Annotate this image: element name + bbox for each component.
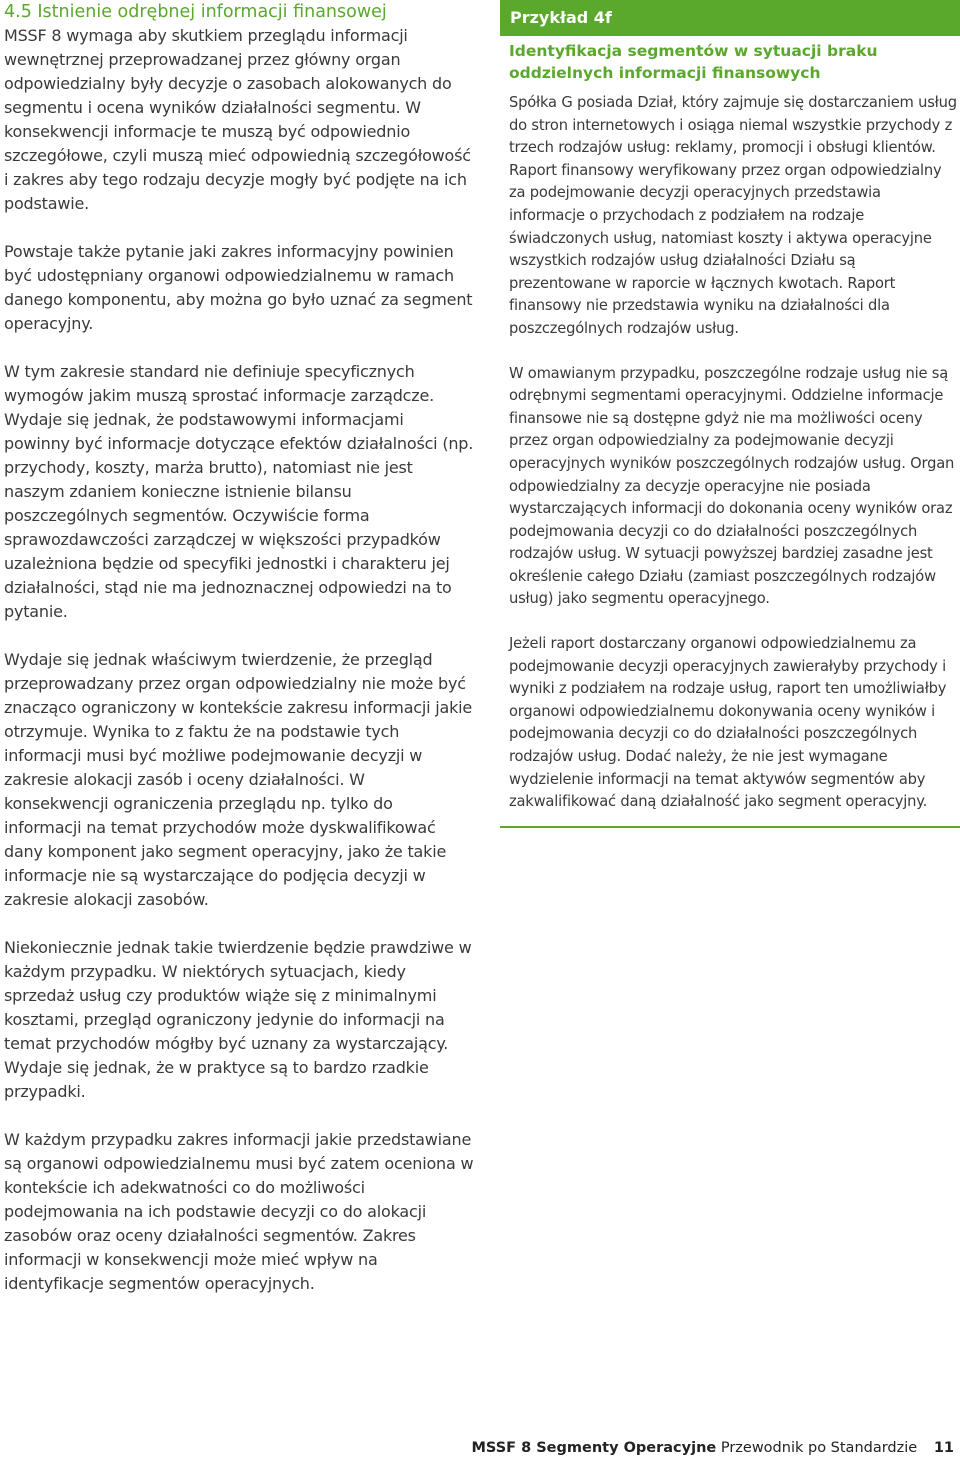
footer-subtitle: Przewodnik po Standardzie — [720, 1440, 918, 1456]
example-bottom-rule — [500, 826, 960, 828]
example-paragraph: W omawianym przypadku, poszczególne rodzaje usług nie są odrębnymi segmentami operacyjnymi. Oddzielne informacje finansowe nie są dostępne gdyż nie ma możliwości oceny przez organ odpowiedzialny za podejmowanie decyzji operacyjnych wyników poszczególnych rodzajów usług. Organ odpowiedzialny za decyzje operacyjne nie posiada wystarczających informacji do dokonania oceny wyników oraz podejmowania decyzji co do działalności poszczególnych rodzajów usług. W sytuacji powyższej bardziej zasadne jest określenie całego Działu (zamiast poszczególnych rodzajów usług) jako segmentu operacyjnego. — [509, 364, 955, 608]
footer-title: MSSF 8 Segmenty Operacyjne — [471, 1440, 717, 1456]
example-paragraph: Jeżeli raport dostarczany organowi odpowiedzialnemu za podejmowanie decyzji operacyjnych zawierałyby przychody i wyniki z podziałem na rodzaje usług, raport ten umożliwiałby organowi odpowiedzialnemu dokonywania oceny wyników i podejmowania decyzji co do działalności poszczególnych rodzajów usług. Dodać należy, że nie jest wymagane wydzielenie informacji na temat aktywów segmentów aby zakwalifikować daną działalność jako segment operacyjny. — [509, 635, 947, 811]
example-subtitle: Identyfikacja segmentów w sytuacji braku oddzielnych informacji finansowych — [509, 42, 878, 82]
paragraph: W każdym przypadku zakres informacji jakie przedstawiane są organowi odpowiedzialnemu musi być zatem oceniona w kontekście ich adekwatności co do możliwości podejmowania na ich podstawie decyzji co do alokacji zasobów oraz oceny działalności segmentów. Zakres informacji w konsekwencji może mieć wpływ na identyfikacje segmentów operacyjnych. — [4, 1130, 474, 1293]
main-column — [4, 0, 474, 1320]
example-paragraph: Spółka G posiada Dział, który zajmuje się dostarczaniem usług do stron internetowych i osiąga niemal wszystkie przychody z trzech rodzajów usług: reklamy, promocji i obsługi klientów. Raport finansowy weryfikowany przez organ odpowiedzialny za podejmowanie decyzji operacyjnych przedstawia informacje o przychodach z podziałem na rodzaje świadczonych usług, natomiast koszty i aktywa operacyjne wszystkich rodzajów usług działalności Działu są prezentowane w raporcie w łącznych kwotach. Raport finansowy nie przedstawia wyniku na działalności dla poszczególnych rodzajów usług. — [509, 94, 957, 337]
page-number: 11 — [933, 1440, 954, 1456]
example-box — [500, 0, 960, 828]
section-heading: 4.5 Istnienie odrębnej informacji finansowej — [4, 2, 387, 22]
paragraph: Powstaje także pytanie jaki zakres informacyjny powinien być udostępniany organowi odpowiedzialnemu w ramach danego komponentu, aby można go było uznać za segment operacyjny. — [4, 242, 473, 333]
example-title: Przykład 4f — [500, 0, 960, 36]
paragraph: Wydaje się jednak właściwym twierdzenie, że przegląd przeprowadzany przez organ odpowiedzialny nie może być znacząco ograniczony w kontekście zakresu informacji jakie otrzymuje. Wynika to z faktu że na podstawie tych informacji musi być możliwe podejmowanie decyzji w zakresie alokacji zasób i oceny działalności. W konsekwencji ograniczenia przeglądu np. tylko do informacji na temat przychodów może dyskwalifikować dany komponent jako segment operacyjny, jako że takie informacje nie są wystarczające do podjęcia decyzji w zakresie alokacji zasobów. — [4, 650, 473, 909]
page-footer — [471, 1440, 954, 1456]
paragraph: W tym zakresie standard nie definiuje specyficznych wymogów jakim muszą sprostać informacje zarządcze. Wydaje się jednak, że podstawowymi informacjami powinny być informacje dotyczące efektów działalności (np. przychody, koszty, marża brutto), natomiast nie jest naszym zdaniem konieczne istnienie bilansu poszczególnych segmentów. Oczywiście forma sprawozdawczości zarządczej w większości przypadków uzależniona będzie od specyfiki jednostki i charakteru jej działalności, stąd nie ma jednoznacznej odpowiedzi na to pytanie. — [4, 362, 474, 621]
paragraph: MSSF 8 wymaga aby skutkiem przeglądu informacji wewnętrznej przeprowadzanej przez główny organ odpowiedzialny były decyzje o zasobach alokowanych do segmentu i ocena wyników działalności segmentu. W konsekwencji informacje te muszą być odpowiednio szczegółowe, czyli muszą mieć odpowiednią szczegółowość i zakres aby tego rodzaju decyzje mogły być podjęte na ich podstawie. — [4, 26, 471, 213]
paragraph: Niekoniecznie jednak takie twierdzenie będzie prawdziwe w każdym przypadku. W niektórych sytuacjach, kiedy sprzedaż usług czy produktów wiąże się z minimalnymi kosztami, przegląd ograniczony jedynie do informacji na temat przychodów mógłby być uznany za wystarczający. Wydaje się jednak, że w praktyce są to bardzo rzadkie przypadki. — [4, 938, 472, 1101]
